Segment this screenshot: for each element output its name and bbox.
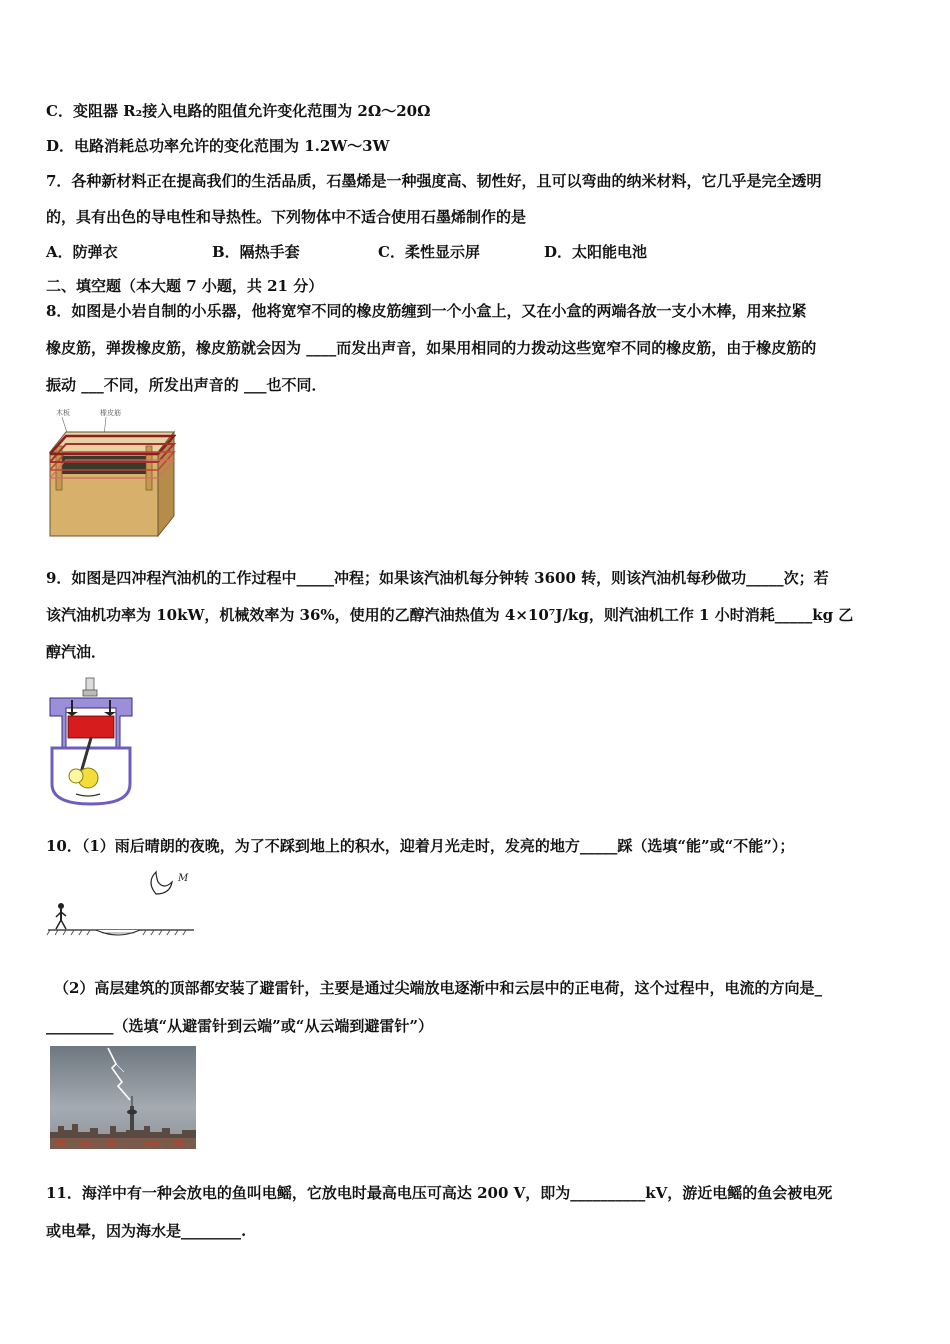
rubber-band-instrument-figure — [46, 406, 176, 538]
q10-line-1: 10．（1）雨后晴朗的夜晚，为了不踩到地上的积水，迎着月光走时，发亮的地方_____踩（选填“能”或“不能”）； — [46, 837, 795, 855]
lightning-tower-photo — [50, 1046, 196, 1149]
q7-option-d: D．太阳能电池 — [544, 243, 648, 261]
q9-line-1: 9．如图是四冲程汽油机的工作过程中_____冲程；如果该汽油机每分钟转 3600 转，则该汽油机每秒做功_____次；若 — [46, 569, 829, 587]
q8-line-1: 8．如图是小岩自制的小乐器，他将宽窄不同的橡皮筋缠到一个小盒上，又在小盒的两端各放一支小木棒，用来拉紧 — [46, 302, 807, 320]
q10-line-2: （2）高层建筑的顶部都安装了避雷针，主要是通过尖端放电逐渐中和云层中的正电荷，这个过程中，电流的方向是_ — [54, 979, 822, 997]
q7-option-a: A．防弹衣 — [46, 243, 118, 261]
q6-option-d: D．电路消耗总功率允许的变化范围为 1.2W～3W — [46, 137, 390, 155]
q10-line-3: _________（选填“从避雷针到云端”或“从云端到避雷针”） — [46, 1017, 434, 1035]
fig-label-wood: 木板 — [56, 409, 70, 417]
section-heading: 二、填空题（本大题 7 小题，共 21 分） — [46, 277, 324, 295]
engine-cylinder-figure — [46, 676, 136, 808]
fig-label-rubber: 橡皮筋 — [100, 409, 121, 417]
q8-line-2: 橡皮筋，弹拨橡皮筋，橡皮筋就会因为 ____而发出声音，如果用相同的力拨动这些宽窄不同的橡皮筋，由于橡皮筋的 — [46, 339, 817, 357]
moon-label: M — [178, 873, 189, 884]
q11-line-2: 或电晕，因为海水是________. — [46, 1222, 247, 1240]
q11-line-1: 11．海洋中有一种会放电的鱼叫电鳐，它放电时最高电压可高达 200 V，即为__________kV，游近电鳐的鱼会被电死 — [46, 1184, 833, 1202]
q7-option-b: B．隔热手套 — [212, 243, 300, 261]
q7-option-c: C．柔性显示屏 — [378, 243, 480, 261]
q7-line-2: 的，具有出色的导电性和导热性。下列物体中不适合使用石墨烯制作的是 — [46, 208, 527, 226]
q6-option-c: C．变阻器 R₂接入电路的阻值允许变化范围为 2Ω～20Ω — [46, 102, 431, 120]
q9-line-2: 该汽油机功率为 10kW，机械效率为 36%，使用的乙醇汽油热值为 4×10⁷J/kg，则汽油机工作 1 小时消耗_____kg 乙 — [46, 606, 854, 624]
q7-line-1: 7．各种新材料正在提高我们的生活品质，石墨烯是一种强度高、韧性好，且可以弯曲的纳米材料，它几乎是完全透明 — [46, 172, 822, 190]
moon-walker-figure — [46, 866, 196, 938]
q7-options — [46, 242, 647, 262]
q9-line-3: 醇汽油． — [46, 643, 107, 661]
q8-line-3: 振动 ___不同，所发出声音的 ___也不同． — [46, 376, 327, 394]
